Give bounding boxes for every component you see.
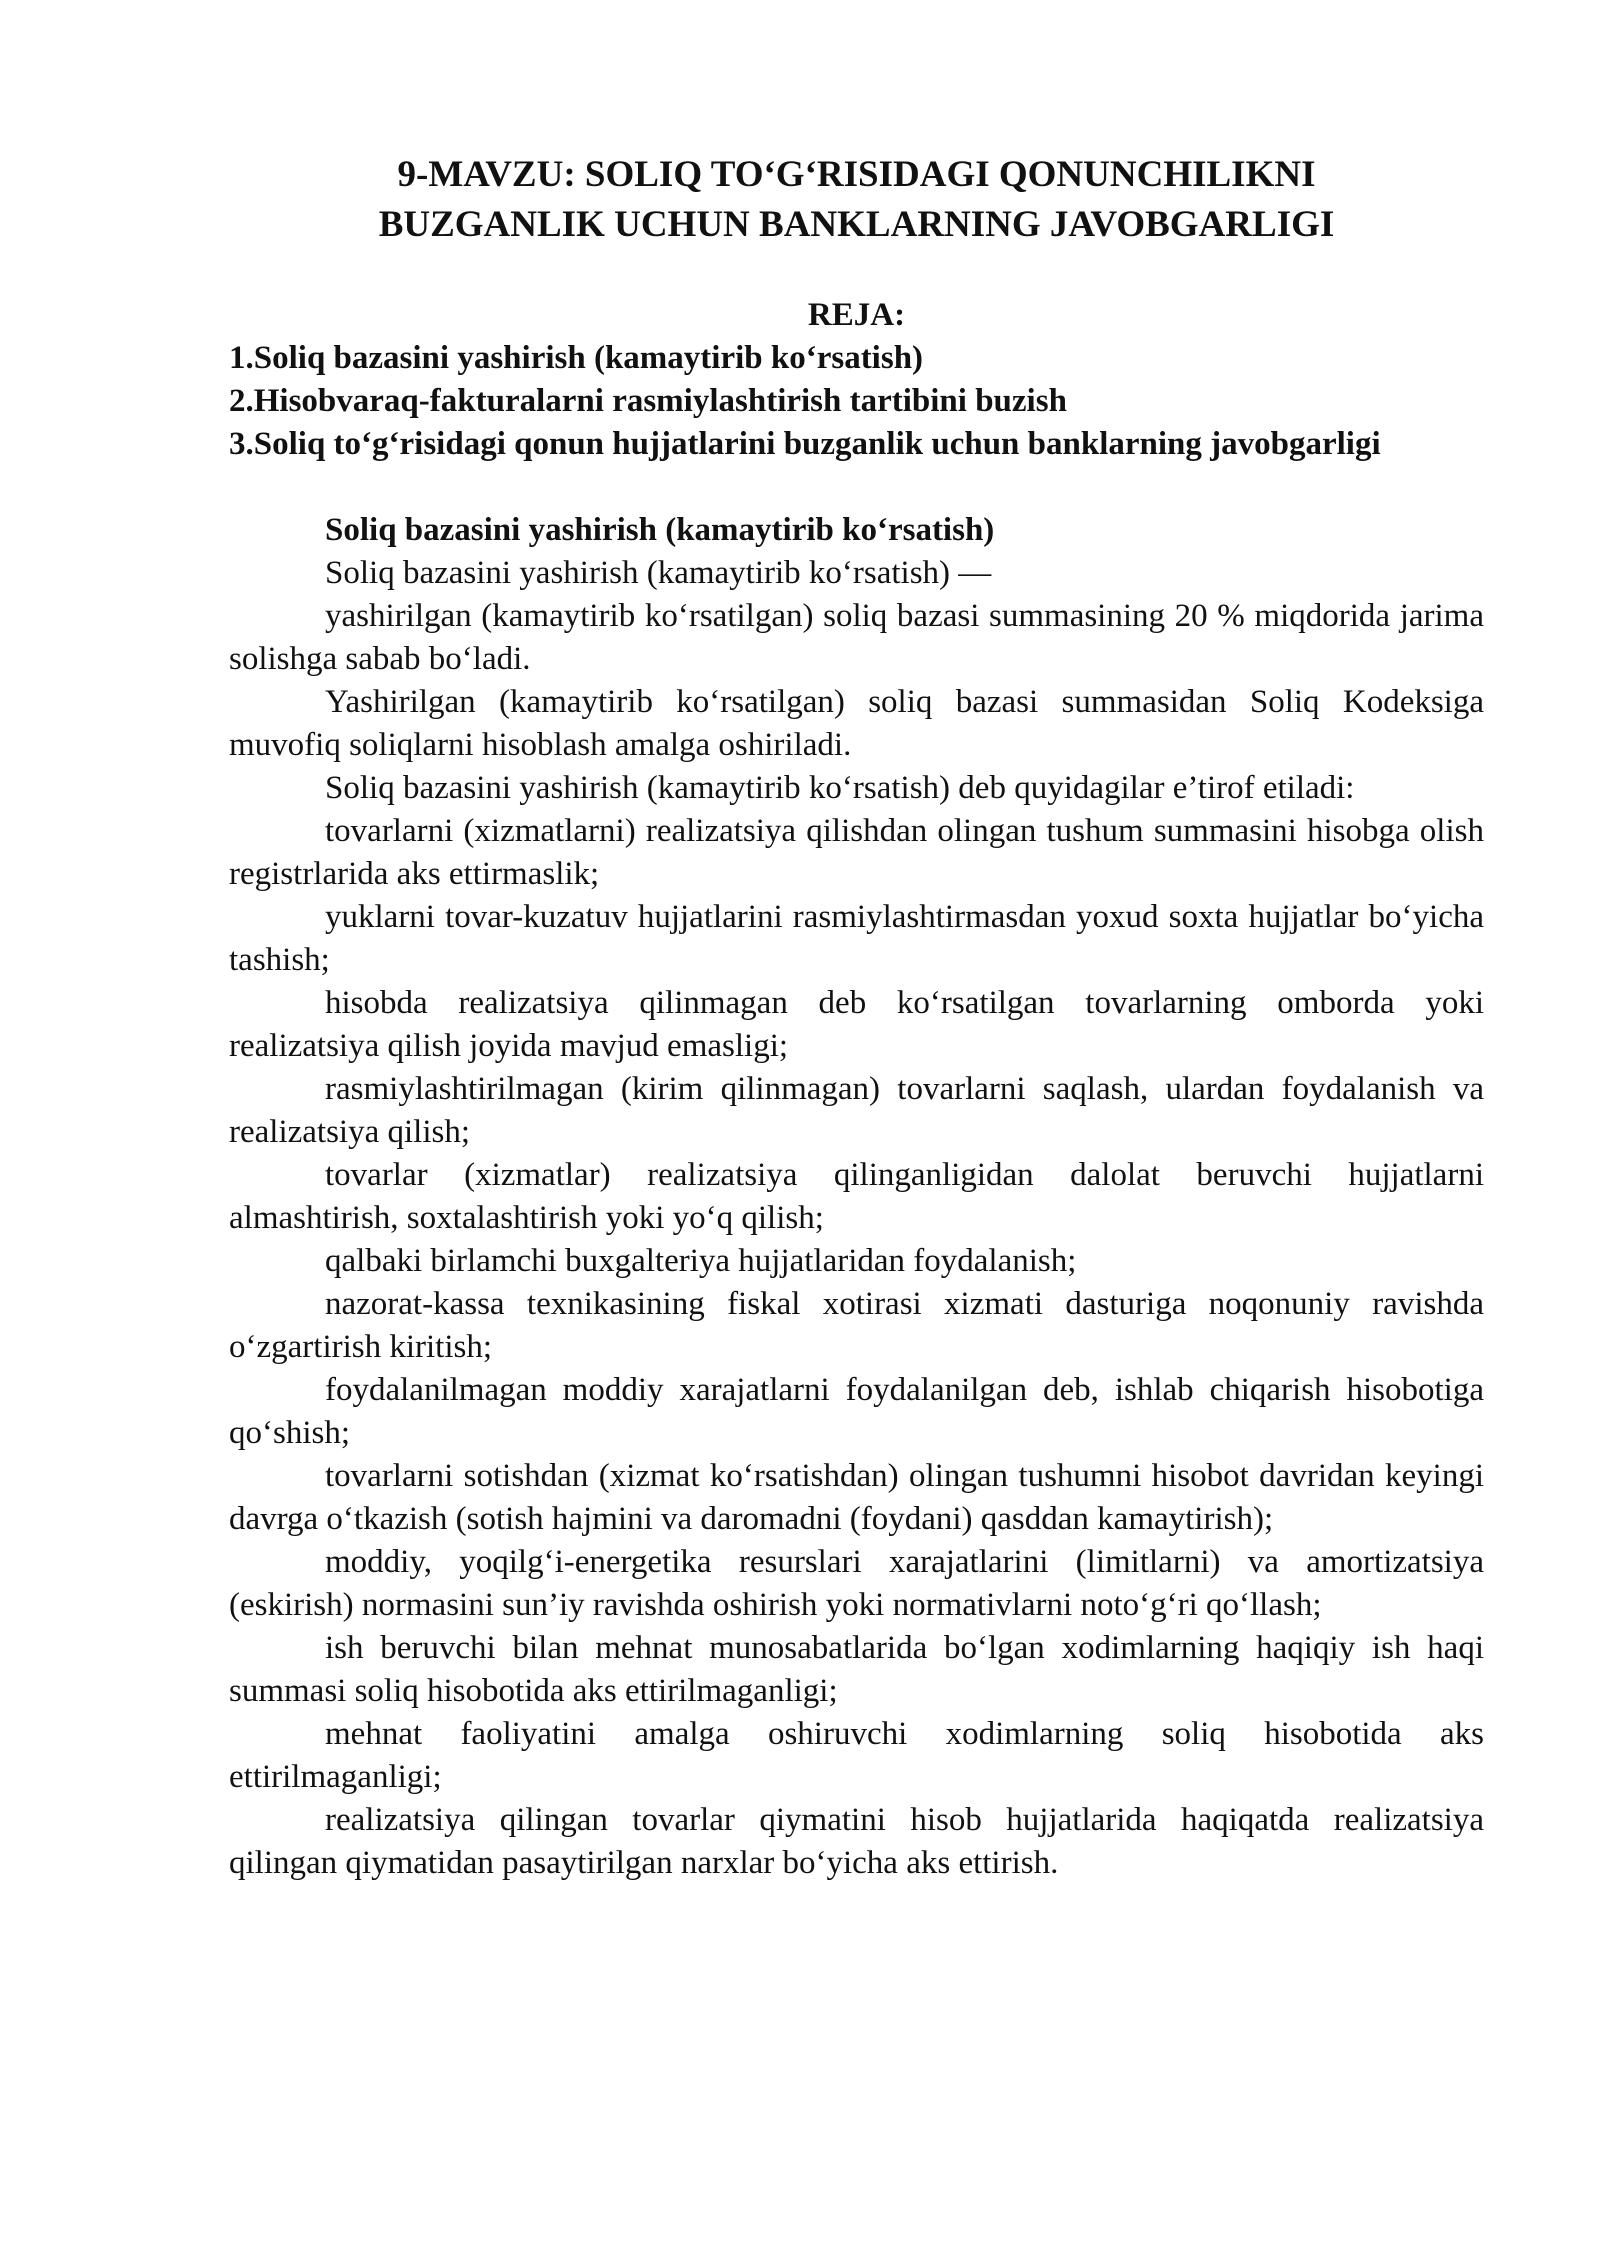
paragraph: foydalanilmagan moddiy xarajatlarni foydalanilgan deb, ishlab chiqarish hisobotiga qo‘shish; — [229, 1372, 1484, 1451]
plan-item-3: 3.Soliq to‘g‘risidagi qonun hujjatlarini buzganlik uchun banklarning javobgarligi — [229, 426, 1381, 462]
paragraph: Soliq bazasini yashirish (kamaytirib ko‘rsatish) — — [325, 555, 992, 591]
paragraph: realizatsiya qilingan tovarlar qiymatini hisob hujjatlarida haqiqatda realizatsiya qilingan qiymatidan pasaytirilgan narxlar bo‘yicha aks ettirish. — [229, 1802, 1484, 1881]
section-body — [229, 552, 1484, 1885]
paragraph: Yashirilgan (kamaytirib ko‘rsatilgan) soliq bazasi summasidan Soliq Kodeksiga muvofiq soliqlarni hisoblash amalga oshiriladi. — [229, 684, 1484, 763]
document-page — [229, 150, 1484, 1885]
document-title — [229, 150, 1484, 250]
paragraph: tovarlar (xizmatlar) realizatsiya qilinganligidan dalolat beruvchi hujjatlarni almashtirish, soxtalashtirish yoki yo‘q qilish; — [229, 1157, 1484, 1236]
paragraph: ish beruvchi bilan mehnat munosabatlarida bo‘lgan xodimlarning haqiqiy ish haqi summasi soliq hisobotida aks ettirilmaganligi; — [229, 1630, 1484, 1709]
plan-item-2: 2.Hisobvaraq-fakturalarni rasmiylashtirish tartibini buzish — [229, 383, 1067, 419]
paragraph: tovarlarni sotishdan (xizmat ko‘rsatishdan) olingan tushumni hisobot davridan keyingi davrga o‘tkazish (sotish hajmini va daromadni (foydani) qasddan kamaytirish); — [229, 1458, 1484, 1537]
paragraph: yashirilgan (kamaytirib ko‘rsatilgan) soliq bazasi summasining 20 % miqdorida jarima solishga sabab bo‘ladi. — [229, 598, 1484, 677]
paragraph: qalbaki birlamchi buxgalteriya hujjatlaridan foydalanish; — [325, 1243, 1077, 1279]
plan-heading: REJA: — [807, 297, 906, 333]
title-line-2: BUZGANLIK UCHUN BANKLARNING JAVOBGARLIGI — [378, 204, 1335, 245]
plan-item-1: 1.Soliq bazasini yashirish (kamaytirib ko‘rsatish) — [229, 340, 924, 376]
paragraph: mehnat faoliyatini amalga oshiruvchi xodimlarning soliq hisobotida aks ettirilmaganligi; — [229, 1716, 1484, 1795]
paragraph: yuklarni tovar-kuzatuv hujjatlarini rasmiylashtirmasdan yoxud soxta hujjatlar bo‘yicha tashish; — [229, 899, 1484, 978]
title-line-1: 9-MAVZU: SOLIQ TO‘G‘RISIDAGI QONUNCHILIKNI — [397, 154, 1316, 195]
section-heading: Soliq bazasini yashirish (kamaytirib ko‘rsatish) — [325, 512, 995, 548]
paragraph: nazorat-kassa texnikasining fiskal xotirasi xizmati dasturiga noqonuniy ravishda o‘zgartirish kiritish; — [229, 1286, 1484, 1365]
paragraph: tovarlarni (xizmatlarni) realizatsiya qilishdan olingan tushum summasini hisobga olish registrlarida aks ettirmaslik; — [229, 813, 1484, 892]
paragraph: hisobda realizatsiya qilinmagan deb ko‘rsatilgan tovarlarning omborda yoki realizatsiya qilish joyida mavjud emasligi; — [229, 985, 1484, 1064]
paragraph: Soliq bazasini yashirish (kamaytirib ko‘rsatish) deb quyidagilar e’tirof etiladi: — [325, 770, 1355, 806]
paragraph: rasmiylashtirilmagan (kirim qilinmagan) tovarlarni saqlash, ulardan foydalanish va realizatsiya qilish; — [229, 1071, 1484, 1150]
plan-list — [229, 337, 1484, 466]
paragraph: moddiy, yoqilg‘i-energetika resurslari xarajatlarini (limitlarni) va amortizatsiya (eskirish) normasini sun’iy ravishda oshirish yoki normativlarni noto‘g‘ri qo‘llash; — [229, 1544, 1484, 1623]
